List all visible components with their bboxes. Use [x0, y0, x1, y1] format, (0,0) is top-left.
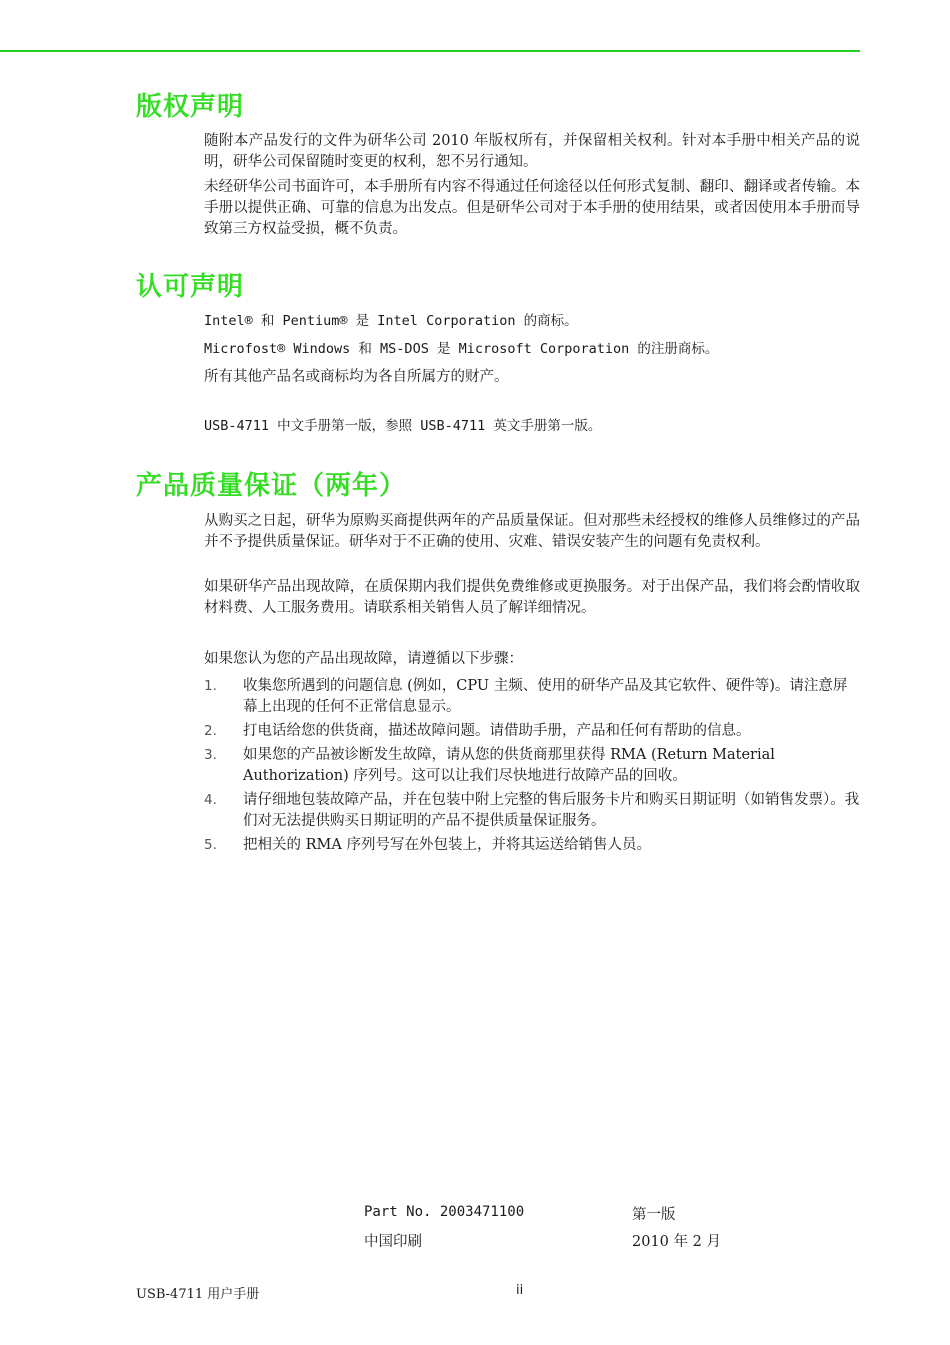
step-number: 3. — [204, 747, 217, 763]
step-number: 1. — [204, 678, 217, 694]
step-text: 把相关的 RMA 序列号写在外包装上，并将其运送给销售人员。 — [243, 837, 651, 853]
trademarks-heading: 认可声明 — [136, 272, 245, 302]
step-number: 2. — [204, 723, 217, 739]
trademark-line-microsoft: Microfost® Windows 和 MS-DOS 是 Microsoft Corporation 的注册商标。 — [204, 341, 719, 357]
warranty-steps-intro: 如果您认为您的产品出现故障，请遵循以下步骤： — [204, 651, 523, 667]
step-text: 收集您所遇到的问题信息 (例如，CPU 主频、使用的研华产品及其它软件、硬件等)。请注意屏幕上出现的任何不正常信息显示。 — [243, 678, 848, 715]
step-number: 4. — [204, 792, 217, 808]
step-text: 如果您的产品被诊断发生故障，请从您的供货商那里获得 RMA (Return Material Authorization) 序列号。这可以让我们尽快地进行故障产品的回收。 — [243, 747, 775, 784]
list-item — [204, 721, 860, 742]
edition: 第一版 — [632, 1207, 676, 1223]
list-item — [204, 835, 860, 856]
copyright-heading: 版权声明 — [136, 92, 245, 122]
trademark-line-others: 所有其他产品名或商标均为各自所属方的财产。 — [204, 369, 509, 385]
step-text: 请仔细地包装故障产品，并在包装中附上完整的售后服务卡片和购买日期证明（如销售发票）。我们对无法提供购买日期证明的产品不提供质量保证服务。 — [243, 792, 860, 829]
warranty-paragraph-1: 从购买之日起，研华为原购买商提供两年的产品质量保证。但对那些未经授权的维修人员维修过的产品并不予提供质量保证。研华对于不正确的使用、灾难、错误安装产生的问题有免责权利。 — [204, 513, 860, 550]
top-divider — [0, 50, 860, 52]
page-number: ii — [516, 1283, 524, 1298]
warranty-heading: 产品质量保证（两年） — [136, 471, 407, 501]
list-item — [204, 790, 860, 832]
list-item — [204, 745, 860, 787]
printed-in: 中国印刷 — [364, 1234, 422, 1250]
manual-name: USB-4711 用户手册 — [136, 1287, 260, 1302]
print-date: 2010 年 2 月 — [632, 1234, 721, 1250]
copyright-paragraph-1: 随附本产品发行的文件为研华公司 2010 年版权所有，并保留相关权利。针对本手册中相关产品的说明，研华公司保留随时变更的权利，恕不另行通知。 — [204, 133, 860, 170]
warranty-steps-list — [204, 676, 860, 859]
step-number: 5. — [204, 837, 217, 853]
copyright-paragraph-2: 未经研华公司书面许可，本手册所有内容不得通过任何途径以任何形式复制、翻印、翻译或者传输。本手册以提供正确、可靠的信息为出发点。但是研华公司对于本手册的使用结果，或者因使用本手册而导致第三方权益受损，概不负责。 — [204, 179, 860, 237]
list-item — [204, 676, 860, 718]
trademark-line-intel: Intel® 和 Pentium® 是 Intel Corporation 的商标。 — [204, 313, 578, 329]
step-text: 打电话给您的供货商，描述故障问题。请借助手册，产品和任何有帮助的信息。 — [243, 723, 751, 739]
manual-edition-note: USB-4711 中文手册第一版，参照 USB-4711 英文手册第一版。 — [204, 418, 602, 434]
warranty-paragraph-2: 如果研华产品出现故障，在质保期内我们提供免费维修或更换服务。对于出保产品，我们将会酌情收取材料费、人工服务费用。请联系相关销售人员了解详细情况。 — [204, 579, 860, 616]
part-number: Part No. 2003471100 — [364, 1204, 525, 1220]
